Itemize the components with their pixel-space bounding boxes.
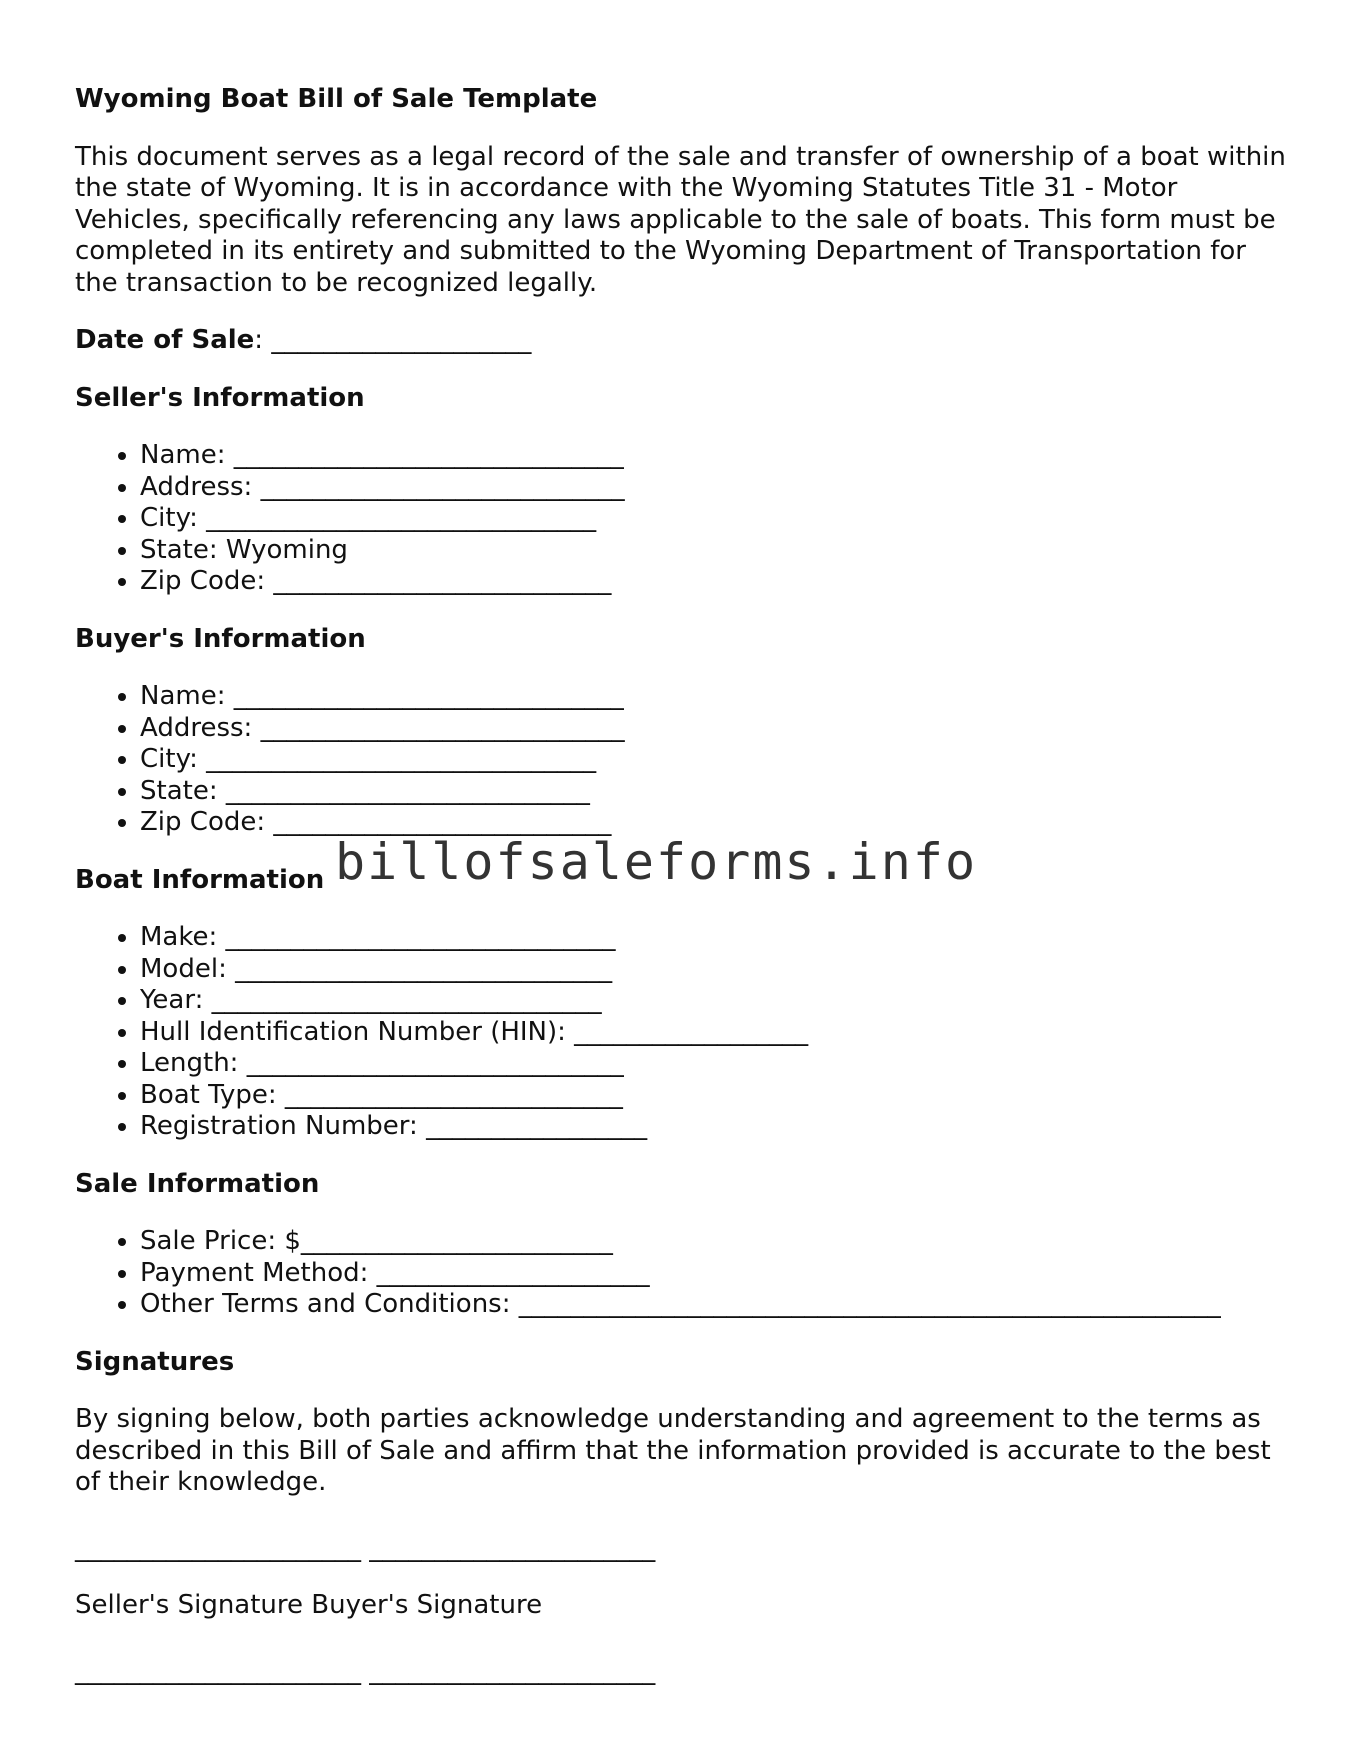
buyer-address-field[interactable]: • Address: ____________________________ (140, 713, 1295, 745)
signature-lines[interactable]: ______________________ ______________________ (75, 1532, 656, 1563)
payment-method-field[interactable]: • Payment Method: _____________________ (140, 1258, 1295, 1290)
sale-heading: Sale Information (75, 1168, 320, 1199)
seller-heading: Seller's Information (75, 382, 365, 413)
watermark: billofsaleforms.info (335, 832, 978, 891)
sale-list (75, 1226, 1295, 1321)
boat-model-field[interactable]: • Model: _____________________________ (140, 954, 1295, 986)
boat-hin-field[interactable]: • Hull Identification Number (HIN): __________________ (140, 1017, 1295, 1049)
boat-type-field[interactable]: • Boat Type: __________________________ (140, 1080, 1295, 1112)
buyer-heading: Buyer's Information (75, 623, 366, 654)
boat-heading: Boat Information (75, 864, 325, 895)
boat-make-field[interactable]: • Make: ______________________________ (140, 922, 1295, 954)
seller-city-field[interactable]: • City: ______________________________ (140, 503, 1295, 535)
other-terms-field[interactable]: • Other Terms and Conditions: ______________________________________________________ (140, 1289, 1295, 1321)
buyer-state-field[interactable]: • State: ____________________________ (140, 776, 1295, 808)
boat-heading-row (75, 832, 1295, 897)
date-lines[interactable]: ______________________ ______________________ (75, 1655, 656, 1686)
boat-length-field[interactable]: • Length: _____________________________ (140, 1048, 1295, 1080)
buyer-zip-field[interactable]: • Zip Code: __________________________ (140, 807, 1295, 839)
boat-registration-field[interactable]: • Registration Number: _________________ (140, 1111, 1295, 1143)
signature-labels: Seller's Signature Buyer's Signature (75, 1590, 543, 1620)
seller-zip-field[interactable]: • Zip Code: __________________________ (140, 566, 1295, 598)
boat-year-field[interactable]: • Year: ______________________________ (140, 985, 1295, 1017)
seller-name-field[interactable]: • Name: ______________________________ (140, 440, 1295, 472)
buyer-city-field[interactable]: • City: ______________________________ (140, 744, 1295, 776)
seller-state-field: • State: Wyoming (140, 535, 1295, 567)
document-title: Wyoming Boat Bill of Sale Template (75, 84, 598, 114)
intro-paragraph: This document serves as a legal record of the sale and transfer of ownership of a boat within the state of Wyoming. It is in accordance with the Wyoming Statutes Title 31 - Motor Vehicles, specifically referencing any laws applicable to the sale of boats. This form must be completed in its entirety and submitted to the Wyoming Department of Transportation for the transaction to be recognized legally. (75, 141, 1286, 298)
boat-list (75, 922, 1295, 1143)
date-of-sale-blank[interactable]: : ____________________ (254, 325, 532, 355)
buyer-name-field[interactable]: • Name: ______________________________ (140, 681, 1295, 713)
seller-list (75, 440, 1295, 598)
signatures-heading: Signatures (75, 1346, 235, 1377)
seller-address-field[interactable]: • Address: ____________________________ (140, 472, 1295, 504)
document (75, 84, 1295, 1713)
signatures-paragraph: By signing below, both parties acknowledge understanding and agreement to the terms as described in this Bill of Sale and affirm that the information provided is accurate to the best of their knowledge. (75, 1404, 1271, 1497)
date-of-sale-label: Date of Sale (75, 325, 255, 355)
date-of-sale-field[interactable] (75, 325, 1295, 357)
sale-price-field[interactable]: • Sale Price: $________________________ (140, 1226, 1295, 1258)
buyer-list (75, 681, 1295, 839)
